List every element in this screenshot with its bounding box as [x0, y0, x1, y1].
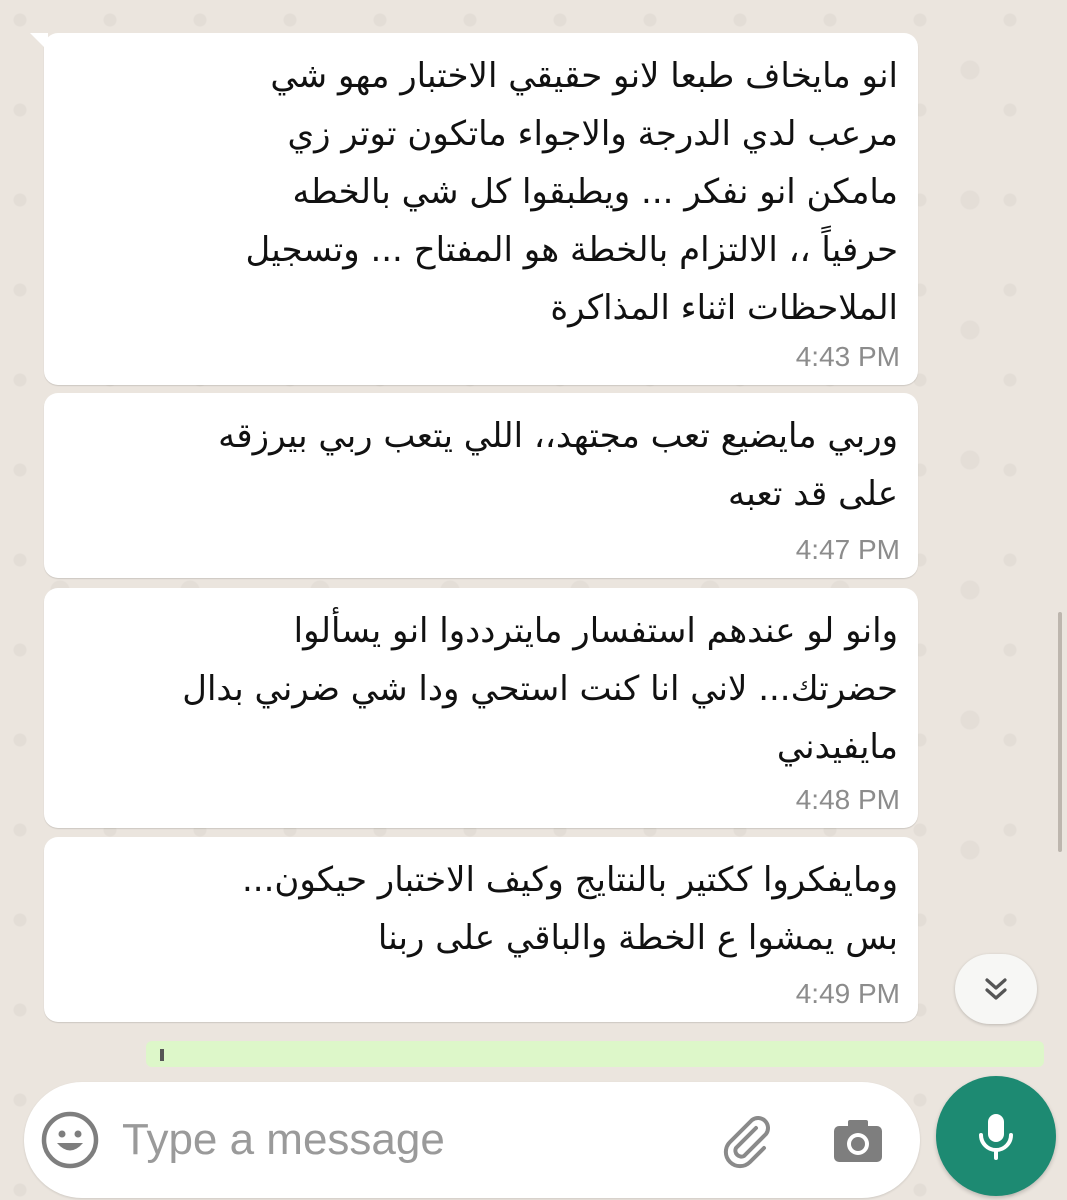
camera-button[interactable]: [826, 1108, 890, 1172]
emoji-button[interactable]: [38, 1108, 102, 1172]
scrollbar[interactable]: [1058, 612, 1062, 852]
message-text: انو مايخاف طبعا لانو حقيقي الاختبار مهو شي مرعب لدي الدرجة والاجواء ماتكون توتر زي مامكن انو نفكر ... ويطبقوا كل شي بالخطه حرفياً ،، الالتزام بالخطة هو المفتاح ... وتسجيل الملاحظات اثناء المذاكرة: [245, 56, 898, 328]
message-text: وربي مايضيع تعب مجتهد،، اللي يتعب ربي بيرزقه على قد تعبه: [218, 416, 898, 514]
scroll-to-bottom-button[interactable]: [955, 954, 1037, 1024]
emoji-icon: [38, 1108, 102, 1172]
outgoing-message-partial: [146, 1041, 1044, 1067]
message-time: 4:49 PM: [795, 978, 900, 1009]
camera-icon: [826, 1108, 890, 1172]
message-time: 4:43 PM: [795, 341, 900, 372]
message-text: وانو لو عندهم استفسار مايترددوا انو يسألوا حضرتك... لاني انا كنت استحي ودا شي ضرني بدال مايفيدني: [182, 611, 898, 767]
text-cursor-mark: [160, 1049, 164, 1061]
message-bubble[interactable]: [44, 393, 918, 578]
voice-message-button[interactable]: [936, 1076, 1056, 1196]
microphone-icon: [968, 1108, 1024, 1164]
paperclip-icon: [714, 1108, 778, 1172]
message-bubble[interactable]: [44, 33, 918, 385]
message-text: ومايفكروا ككتير بالنتايج وكيف الاختبار حيكون... بس يمشوا ع الخطة والباقي على ربنا: [241, 860, 898, 958]
attach-button[interactable]: [714, 1108, 778, 1172]
double-chevron-down-icon: [979, 972, 1013, 1006]
message-input[interactable]: [122, 1102, 682, 1178]
message-time: 4:48 PM: [795, 784, 900, 815]
message-time: 4:47 PM: [795, 534, 900, 565]
message-bubble[interactable]: [44, 588, 918, 828]
message-bubble[interactable]: [44, 837, 918, 1022]
message-composer: [24, 1082, 920, 1198]
